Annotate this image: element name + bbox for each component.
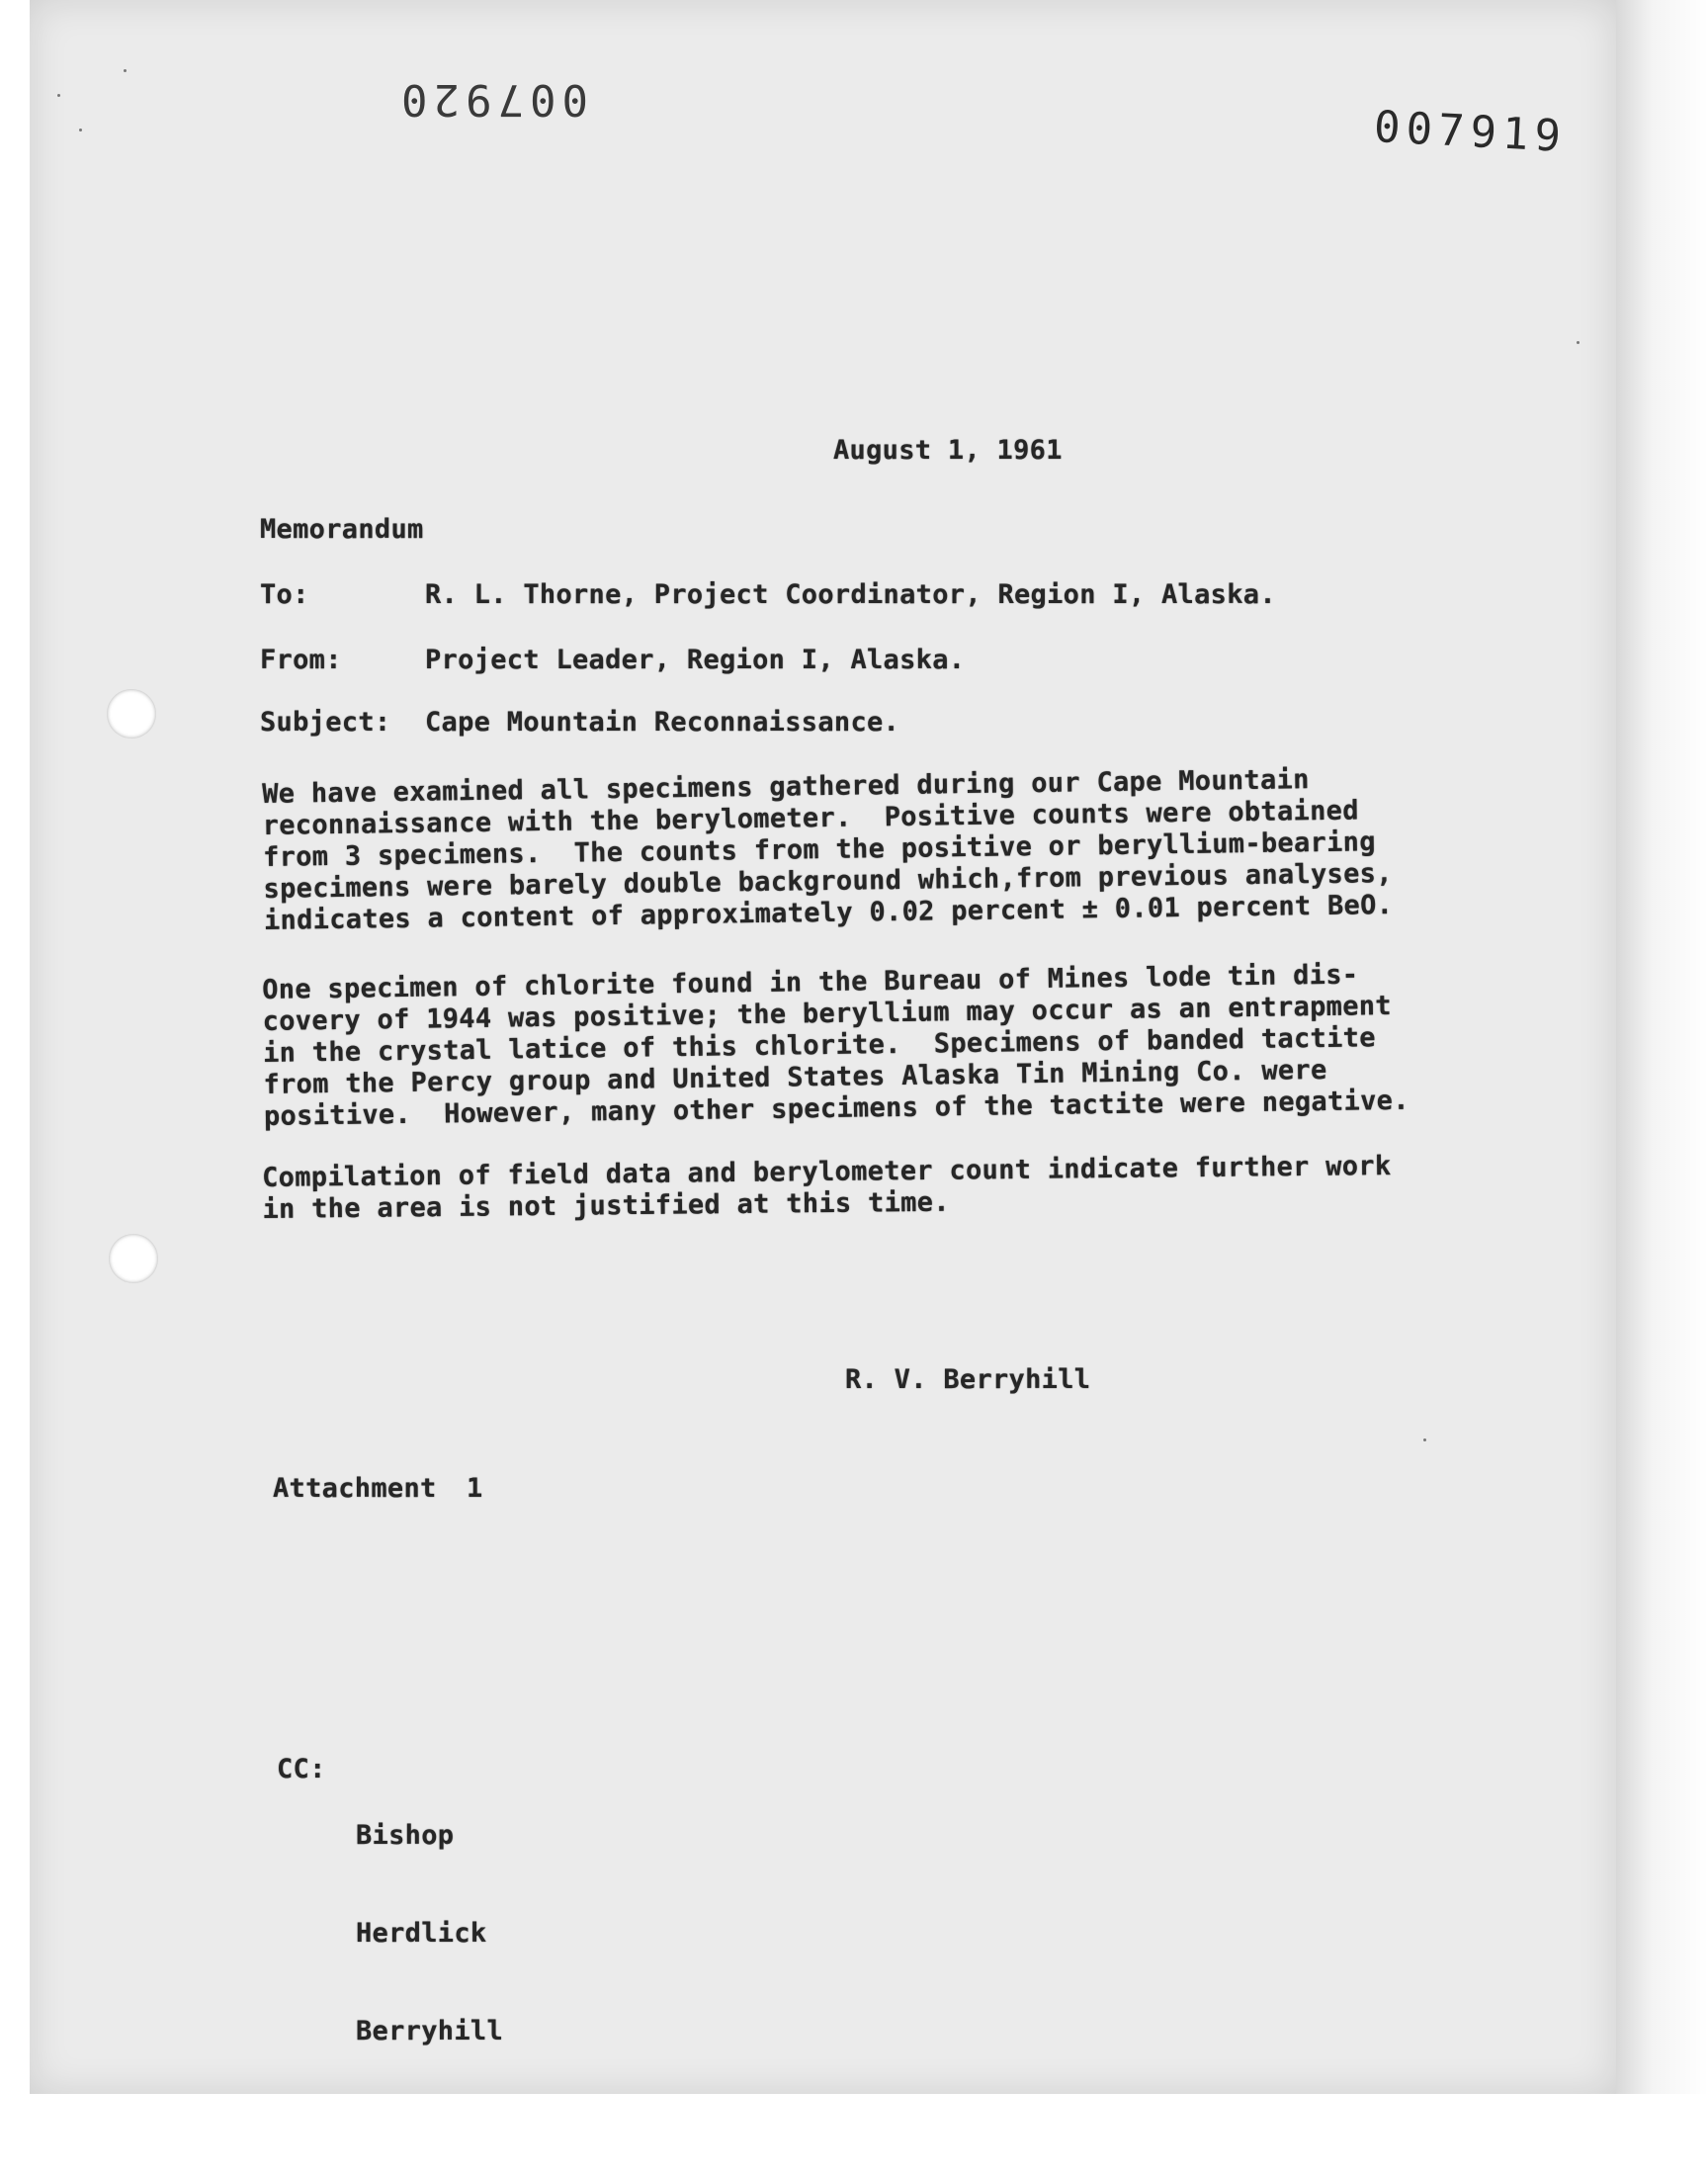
cc-recipient: Bishop bbox=[356, 1820, 455, 1851]
body-paragraph-3: Compilation of field data and berylometer count indicate further work in the area is not justified at this time. bbox=[262, 1151, 1392, 1225]
scan-speck bbox=[1577, 341, 1580, 344]
from-label: From: bbox=[260, 645, 342, 675]
scan-margin bbox=[0, 2094, 1708, 2175]
attachment-count: 1 bbox=[467, 1473, 483, 1504]
punch-hole-upper bbox=[107, 689, 156, 739]
scan-speck bbox=[124, 69, 127, 72]
to-label: To: bbox=[260, 579, 309, 610]
subject-value: Cape Mountain Reconnaissance. bbox=[425, 707, 900, 738]
subject-label: Subject: bbox=[260, 707, 391, 738]
body-paragraph-2: One specimen of chlorite found in the Bureau of Mines lode tin dis- covery of 1944 was positive; the beryllium may occur as an entrapment in the crystal latice of this chlorite. Specimens of banded tactite from the Percy group and United States Alaska Tin Mining Co. were positive. However, many other specimens of the tactite were negative. bbox=[262, 959, 1409, 1132]
scan-edge bbox=[1616, 0, 1708, 2094]
body-paragraph-1: We have examined all specimens gathered during our Cape Mountain reconnaissance with the berylometer. Positive counts were obtained from 3 specimens. The counts from the positive or beryllium-bearing specimens were barely double background which,from previous analyses, indicates a content of approximately 0.02 percent ± 0.01 percent BeO. bbox=[262, 764, 1394, 936]
scan-speck bbox=[79, 129, 82, 131]
cc-label: CC: bbox=[277, 1754, 326, 1784]
cc-recipient: Berryhill bbox=[356, 2016, 503, 2046]
punch-hole-lower bbox=[109, 1234, 158, 1283]
scan-speck bbox=[57, 94, 60, 97]
document-number-stamp-inverted: 007920 bbox=[395, 74, 588, 125]
document-number-stamp: 007919 bbox=[1372, 101, 1569, 163]
memo-type-label: Memorandum bbox=[260, 514, 424, 545]
memo-date: August 1, 1961 bbox=[833, 435, 1063, 466]
cc-recipient: Herdlick bbox=[356, 1918, 487, 1949]
from-value: Project Leader, Region I, Alaska. bbox=[425, 645, 966, 675]
signer-name: R. V. Berryhill bbox=[845, 1364, 1091, 1395]
scan-speck bbox=[1423, 1438, 1426, 1441]
attachment-label: Attachment bbox=[273, 1473, 437, 1504]
to-value: R. L. Thorne, Project Coordinator, Region I, Alaska. bbox=[425, 579, 1276, 610]
cc-recipient-list bbox=[356, 1754, 503, 2080]
